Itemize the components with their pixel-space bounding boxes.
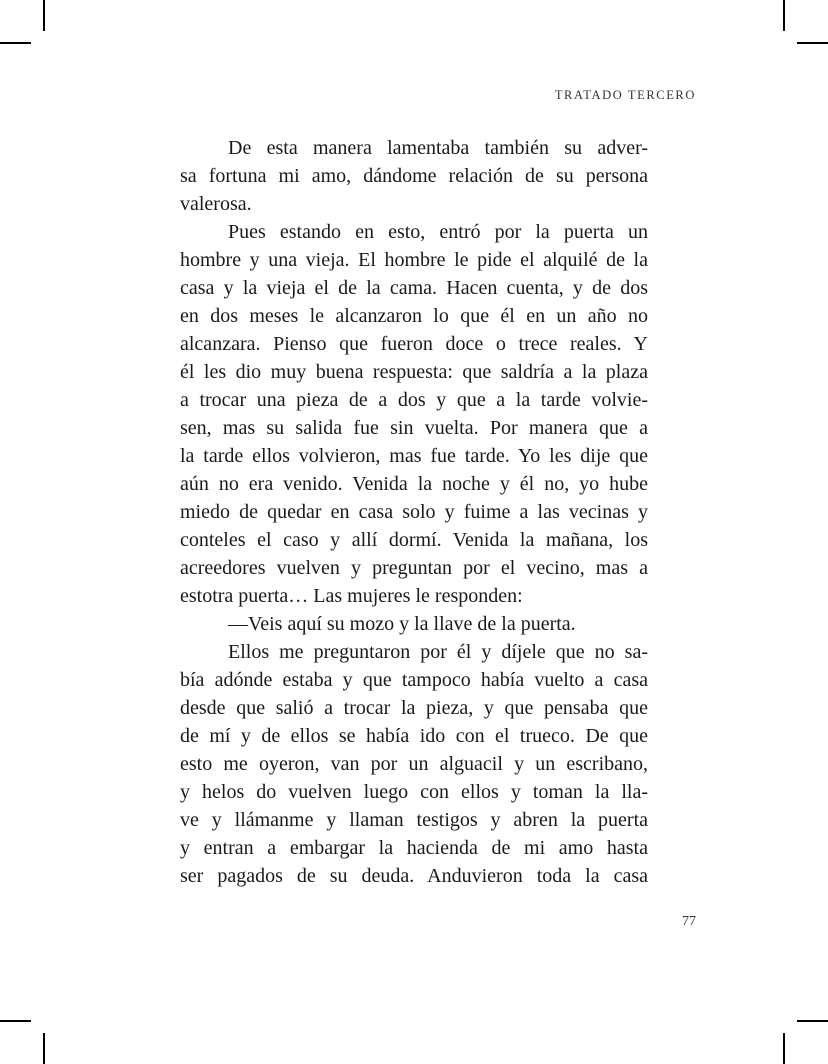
crop-mark-bottom-left-horizontal — [0, 1020, 31, 1022]
text-line: miedo de quedar en casa solo y fuime a las vecinas y — [180, 501, 648, 523]
crop-mark-bottom-right-vertical — [783, 1033, 785, 1064]
text-line: desde que salió a trocar la pieza, y que pensaba que — [180, 697, 648, 719]
text-line: ve y llámanme y llaman testigos y abren la puerta — [180, 809, 648, 831]
text-line: sa fortuna mi amo, dándome relación de su persona — [180, 165, 648, 187]
crop-mark-top-right-vertical — [783, 0, 785, 31]
text-line: sen, mas su salida fue sin vuelta. Por manera que a — [180, 417, 648, 439]
text-line: De esta manera lamentaba también su adver- — [228, 137, 648, 159]
text-line: estotra puerta… Las mujeres le responden: — [180, 585, 523, 607]
text-line: aún no era venido. Venida la noche y él no, yo hube — [180, 473, 648, 495]
text-line: —Veis aquí su mozo y la llave de la puerta. — [228, 613, 576, 635]
text-line: ser pagados de su deuda. Anduvieron toda la casa — [180, 865, 648, 887]
text-line: de mí y de ellos se había ido con el trueco. De que — [180, 725, 648, 747]
text-line: valerosa. — [180, 193, 252, 215]
running-head: TRATADO TERCERO — [554, 88, 696, 102]
text-line: hombre y una vieja. El hombre le pide el alquilé de la — [180, 249, 648, 271]
body-text — [180, 134, 648, 890]
crop-mark-bottom-right-horizontal — [797, 1020, 828, 1022]
text-line: la tarde ellos volvieron, mas fue tarde. Yo les dije que — [180, 445, 648, 467]
text-line: esto me oyeron, van por un alguacil y un escribano, — [180, 753, 648, 775]
text-line: a trocar una pieza de a dos y que a la tarde volvie- — [180, 389, 648, 411]
crop-mark-bottom-left-vertical — [43, 1033, 45, 1064]
crop-mark-top-left-horizontal — [0, 42, 31, 44]
page-number: 77 — [682, 914, 696, 929]
text-line: alcanzara. Pienso que fueron doce o trece reales. Y — [180, 333, 648, 355]
text-line: en dos meses le alcanzaron lo que él en un año no — [180, 305, 648, 327]
crop-mark-top-right-horizontal — [797, 42, 828, 44]
text-line: casa y la vieja el de la cama. Hacen cuenta, y de dos — [180, 277, 648, 299]
text-line: conteles el caso y allí dormí. Venida la mañana, los — [180, 529, 648, 551]
text-line: Pues estando en esto, entró por la puerta un — [228, 221, 648, 243]
crop-mark-top-left-vertical — [43, 0, 45, 31]
text-line: él les dio muy buena respuesta: que saldría a la plaza — [180, 361, 648, 383]
text-line: bía adónde estaba y que tampoco había vuelto a casa — [180, 669, 648, 691]
text-line: Ellos me preguntaron por él y díjele que no sa- — [228, 641, 648, 663]
text-line: y helos do vuelven luego con ellos y toman la lla- — [180, 781, 648, 803]
text-line: acreedores vuelven y preguntan por el vecino, mas a — [180, 557, 648, 579]
text-line: y entran a embargar la hacienda de mi amo hasta — [180, 837, 648, 859]
